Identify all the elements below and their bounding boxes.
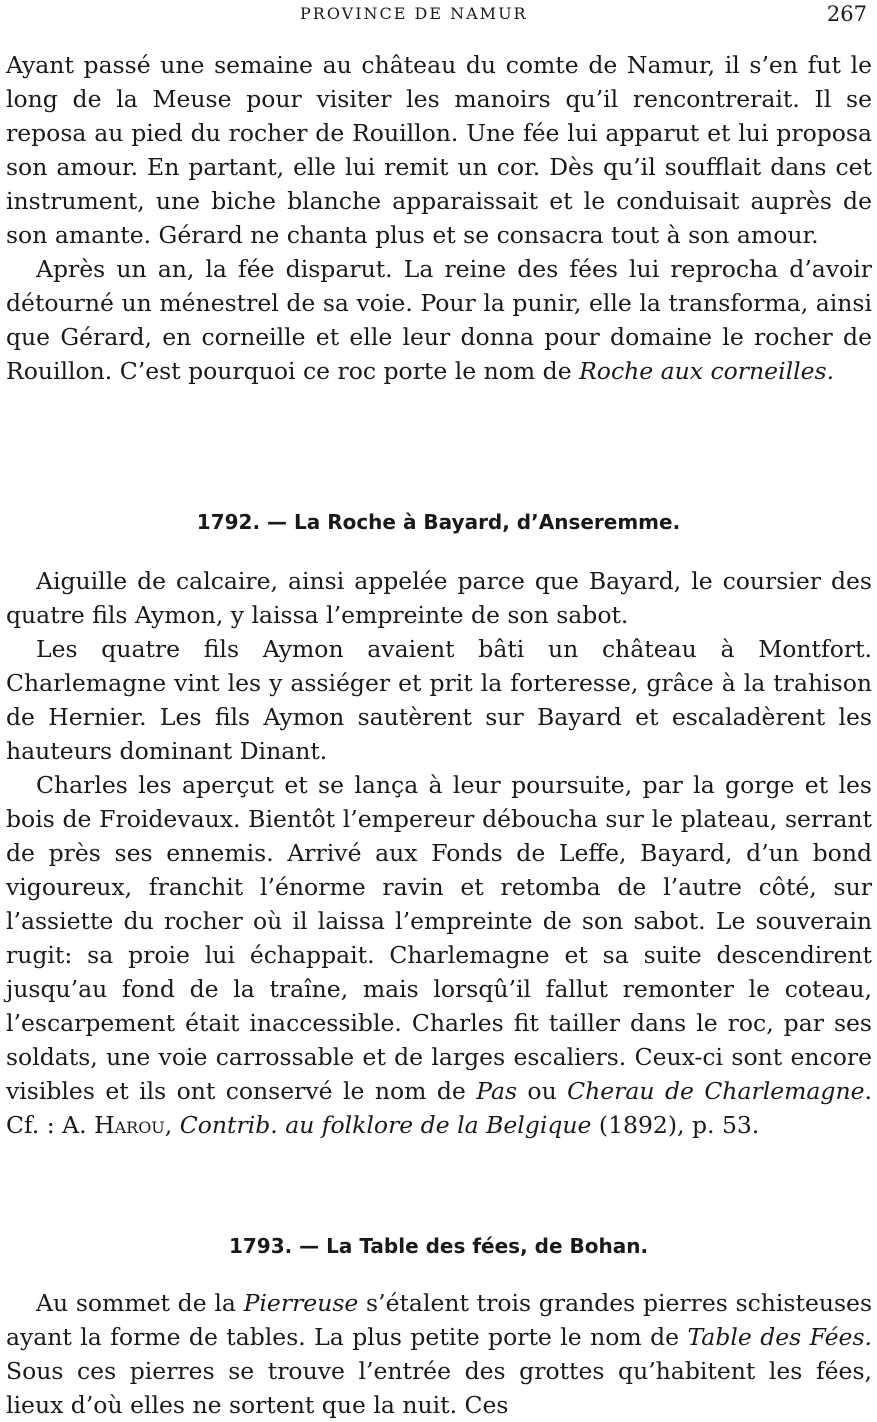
- running-header: [0, 2, 877, 28]
- paragraph-text: ou: [517, 1077, 568, 1105]
- citation-separator: ,: [164, 1111, 180, 1139]
- running-title: PROVINCE DE NAMUR: [300, 4, 528, 23]
- paragraph-text: Sous ces pierres se trouve l’entrée des grottes qu’habitent les fées, lieux d’où elles ne sortent que la nuit. Ces: [6, 1357, 872, 1419]
- paragraph: [6, 768, 872, 1142]
- paragraph-text: Charles les aperçut et se lança à leur poursuite, par la gorge et les bois de Froidevaux. Bientôt l’empereur déboucha sur le plateau, serrant de près ses ennemis. Arrivé aux Fonds de Leffe, Bayard, d’un bond vigoureux, franchit l’énorme ravin et retomba de l’autre côté, sur l’assiette du rocher où il laissa l’empreinte de son sabot. Le souverain rugit: sa proie lui échappait. Charlemagne et sa suite descendirent jusqu’au fond de la traîne, mais lorsqû’il fallut remonter le coteau, l’escarpement était inaccessible. Charles fit tailler dans le roc, par ses soldats, une voie carrossable et de larges escaliers. Ceux-ci sont encore visibles et ils ont conservé le nom de: [6, 771, 872, 1105]
- citation-title: Contrib. au folklore de la Belgique: [179, 1111, 592, 1139]
- paragraph: [6, 1286, 872, 1422]
- citation-suffix: (1892), p. 53.: [591, 1111, 760, 1139]
- paragraph: Les quatre fils Aymon avaient bâti un château à Montfort. Charlemagne vint les y assiéger et prit la forteresse, grâce à la trahison de Hernier. Les fils Aymon sautèrent sur Bayard et escaladèrent les hauteurs dominant Dinant.: [6, 635, 872, 765]
- place-name-italic: Roche aux corneilles.: [579, 357, 835, 385]
- section-1793-text: [6, 1286, 872, 1422]
- citation-author: Harou: [94, 1111, 165, 1139]
- paragraph: [6, 252, 872, 388]
- page-number: 267: [826, 2, 867, 26]
- paragraph-text: Au sommet de la: [36, 1289, 244, 1317]
- place-name-italic: Pierreuse: [243, 1289, 359, 1317]
- section-heading-1792: 1792. — La Roche à Bayard, d’Anseremme.: [196, 510, 681, 534]
- paragraph-text: Après un an, la fée disparut. La reine des fées lui reprocha d’avoir détourné un ménestrel de sa voie. Pour la punir, elle la transforma, ainsi que Gérard, en corneille et elle leur donna pour domaine le rocher de Rouillon. C’est pourquoi ce roc porte le nom de: [6, 255, 872, 385]
- paragraph-text: s’étalent trois grandes pierres schisteuses ayant la forme de tables. La plus petite porte le nom de: [6, 1289, 873, 1351]
- section-1792-text: [6, 564, 872, 1142]
- citation-prefix: . Cf. : A.: [6, 1077, 872, 1139]
- section-heading-1793: 1793. — La Table des fées, de Bohan.: [228, 1234, 649, 1258]
- paragraph: Aiguille de calcaire, ainsi appelée parce que Bayard, le coursier des quatre fils Aymon, y laissa l’empreinte de son sabot.: [6, 567, 872, 629]
- italic-term: Table des Fées.: [687, 1323, 872, 1351]
- paragraph: Ayant passé une semaine au château du comte de Namur, il s’en fut le long de la Meuse pour visiter les manoirs qu’il rencontrerait. Il se reposa au pied du rocher de Rouillon. Une fée lui apparut et lui proposa son amour. En partant, elle lui remit un cor. Dès qu’il soufflait dans cet instrument, une biche blanche apparaissait et le conduisait auprès de son amante. Gérard ne chanta plus et se consacra tout à son amour.: [6, 51, 872, 249]
- italic-term: Cherau de Charlemagne: [567, 1077, 865, 1105]
- italic-term: Pas: [476, 1077, 518, 1105]
- intro-text-block: [6, 48, 872, 388]
